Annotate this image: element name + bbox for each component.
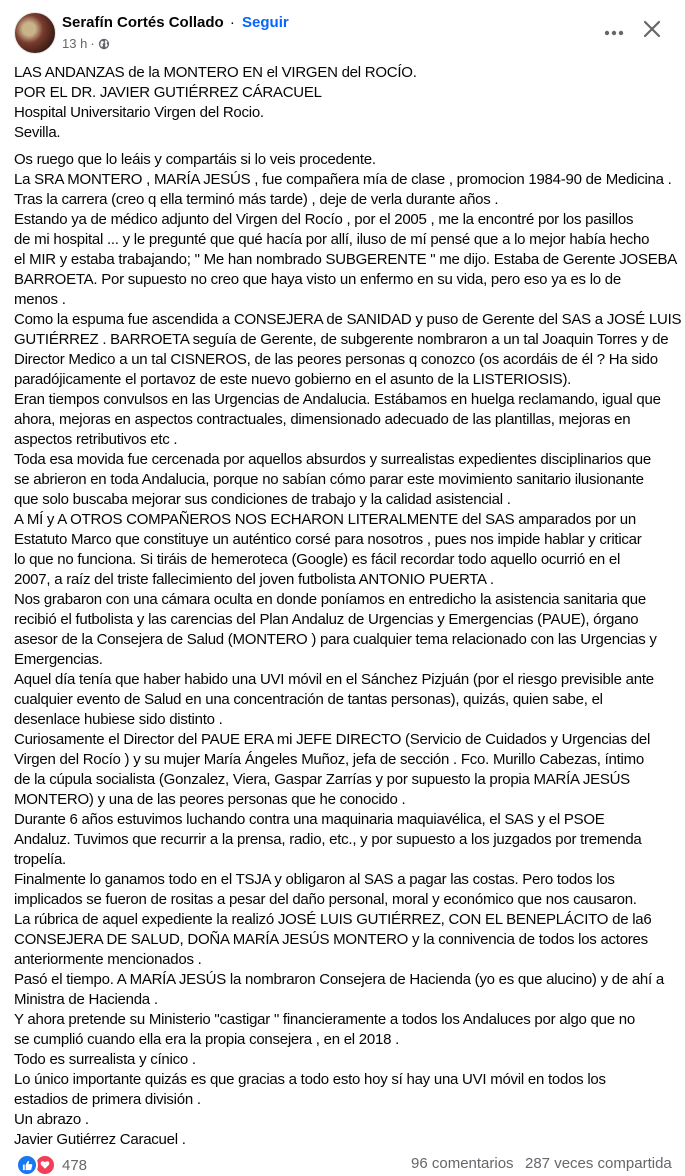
post-meta: [62, 36, 110, 51]
post-text-line: Virgen del Rocío ) y su mujer María Ángeles Muñoz, jefa de sección . Fco. Murillo Cabezas, íntimo: [14, 751, 644, 768]
post-text-line: MONTERO) y una de las peores personas que he conocido .: [14, 791, 406, 808]
post-text-line: Durante 6 años estuvimos luchando contra una maquinaria maquiavélica, el SAS y el PSOE: [14, 811, 605, 828]
author-line: [62, 14, 289, 31]
post-footer: [0, 1152, 685, 1174]
post-text-line: Nos grabaron con una cámara oculta en donde poníamos en entredicho la asistencia sanitaria que: [14, 591, 646, 608]
post-text-line: que solo buscaba mejorar sus condiciones de trabajo y la calidad asistencial .: [14, 491, 511, 508]
post-text-line: POR EL DR. JAVIER GUTIÉRREZ CÁRACUEL: [14, 84, 322, 101]
comments-count[interactable]: 96 comentarios: [411, 1155, 514, 1172]
post-text-line: menos .: [14, 291, 66, 308]
post-text-line: Javier Gutiérrez Caracuel .: [14, 1131, 186, 1148]
post-text-line: Estando ya de médico adjunto del Virgen del Rocío , por el 2005 , me la encontré por los pasillos: [14, 211, 634, 228]
post-text-line: LAS ANDANZAS de la MONTERO EN el VIRGEN del ROCÍO.: [14, 64, 417, 81]
reactions-summary[interactable]: [16, 1154, 87, 1176]
post-text-line: se abrieron en toda Andalucia, porque no sabían cómo parar este movimiento sanitario ilusionante: [14, 471, 644, 488]
more-options-button[interactable]: [600, 18, 628, 46]
post-text-line: asesor de la Consejera de Salud (MONTERO ) para cualquier tema relacionado con las Urgencias y: [14, 631, 657, 648]
post-text-line: Os ruego que lo leáis y compartáis si lo veis procedente.: [14, 151, 376, 168]
post-text-line: Toda esa movida fue cercenada por aquellos absurdos y surrealistas expedientes disciplinarios que: [14, 451, 651, 468]
post-text-line: GUTIÉRREZ . BARROETA seguía de Gerente, de subgerente nombraron a un tal Joaquin Torres y de: [14, 331, 669, 348]
post-text-line: Hospital Universitario Virgen del Rocio.: [14, 104, 264, 121]
post-text-line: Un abrazo .: [14, 1111, 89, 1128]
post-text-line: aspectos retributivos etc .: [14, 431, 178, 448]
post-text-line: el MIR y estaba trabajando; " Me han nombrado SUBGERENTE " me dijo. Estaba de Gerente JOSEBA: [14, 251, 677, 268]
post-text-line: Todo es surrealista y cínico .: [14, 1051, 196, 1068]
post-text-line: Sevilla.: [14, 124, 61, 141]
post-text-line: La rúbrica de aquel expediente la realizó JOSÉ LUIS GUTIÉRREZ, CON EL BENEPLÁCITO de la6: [14, 911, 652, 928]
post-text-line: Emergencias.: [14, 651, 103, 668]
post-text-line: cualquier evento de Salud en una concentración de tantas personas), quizás, quien sabe, el: [14, 691, 603, 708]
meta-separator: ·: [90, 36, 95, 51]
post-text-line: La SRA MONTERO , MARÍA JESÚS , fue compañera mía de clase , promocion 1984-90 de Medicina .: [14, 171, 672, 188]
post-text-line: de mi hospital ... y le pregunté que qué hacía por allí, iluso de mí pensé que a lo mejor había hecho: [14, 231, 650, 248]
paragraph-gap: [14, 143, 674, 150]
post-text-line: Y ahora pretende su Ministerio "castigar " financieramente a todos los Andaluces por algo que no: [14, 1011, 635, 1028]
post-text-line: 2007, a raíz del triste fallecimiento del joven futbolista ANTONIO PUERTA .: [14, 571, 494, 588]
post-header: [0, 0, 685, 60]
reaction-count: 478: [62, 1156, 88, 1174]
post-timestamp[interactable]: 13 h: [62, 36, 88, 51]
more-horizontal-icon: [604, 23, 624, 41]
post-text-line: BARROETA. Por supuesto no creo que haya visto un enfermo en su vida, pero eso ya es lo de: [14, 271, 621, 288]
post-text-line: Como la espuma fue ascendida a CONSEJERA de SANIDAD y puso de Gerente del SAS a JOSÉ LUIS: [14, 311, 682, 328]
post-text-line: Eran tiempos convulsos en las Urgencias de Andalucia. Estábamos en huelga reclamando, igual que: [14, 391, 661, 408]
post-text-line: Ministra de Hacienda .: [14, 991, 158, 1008]
post-text-line: Finalmente lo ganamos todo en el TSJA y obligaron al SAS a pagar las costas. Pero todos los: [14, 871, 615, 888]
close-button[interactable]: [638, 17, 666, 45]
like-icon: [16, 1154, 38, 1176]
post-text-line: Lo único importante quizás es que gracias a todo esto hoy sí hay una UVI móvil en todos los: [14, 1071, 606, 1088]
post-text-line: estadios de primera división .: [14, 1091, 201, 1108]
post-text-line: Aquel día tenía que haber habido una UVI móvil en el Sánchez Pizjuán (por el riesgo previsible ante: [14, 671, 654, 688]
shares-count[interactable]: 287 veces compartida: [525, 1155, 672, 1172]
post-text-line: desenlace hubiese sido distinto .: [14, 711, 223, 728]
separator-dot: ·: [229, 14, 235, 31]
post-text-line: recibió el futbolista y las carencias del Plan Andaluz de Urgencias y Emergencias (PAUE), órgano: [14, 611, 639, 628]
author-avatar[interactable]: [14, 12, 56, 54]
post-text-line: CONSEJERA DE SALUD, DOÑA MARÍA JESÚS MONTERO y la connivencia de todos los actores: [14, 931, 648, 948]
post-text: [14, 63, 682, 1150]
post-text-line: A MÍ y A OTROS COMPAÑEROS NOS ECHARON LITERALMENTE del SAS amparados por un: [14, 511, 636, 528]
post-text-line: tropelía.: [14, 851, 66, 868]
post-text-line: Estatuto Marco que constituye un auténtico corsé para nosotros , pues nos impide hablar y criticar: [14, 531, 642, 548]
close-icon: [643, 20, 661, 43]
post-text-line: Andaluz. Tuvimos que recurrir a la prensa, radio, etc., y por supuesto a los juzgados por tremenda: [14, 831, 642, 848]
post-text-line: de la cúpula socialista (Gonzalez, Viera, Gaspar Zarrías y por supuesto la propia MARÍA JESÚS: [14, 771, 630, 788]
post-text-line: ahora, mejoras en aspectos contractuales, dimensionado adecuado de las plantillas, mejoras en: [14, 411, 631, 428]
author-name[interactable]: Serafín Cortés Collado: [62, 14, 224, 31]
post-text-line: Curiosamente el Director del PAUE ERA mi JEFE DIRECTO (Servicio de Cuidados y Urgencias del: [14, 731, 651, 748]
post-text-line: Pasó el tiempo. A MARÍA JESÚS la nombraron Consejera de Hacienda (yo es que alucino) y de ahí a: [14, 971, 664, 988]
post-text-line: Director Medico a un tal CISNEROS, de las peores personas q conozco (os acordáis de él ? Ha sido: [14, 351, 658, 368]
post-text-line: paradójicamente el portavoz de este nuevo gobierno en el asunto de la LISTERIOSIS).: [14, 371, 572, 388]
follow-button[interactable]: Seguir: [242, 14, 289, 31]
post-text-line: Tras la carrera (creo q ella terminó más tarde) , deje de verla durante años .: [14, 191, 499, 208]
post-text-line: lo que no funciona. Si tiráis de hemeroteca (Google) es fácil recordar todo aquello ocurrió en el: [14, 551, 621, 568]
post-text-line: anteriormente mencionados .: [14, 951, 202, 968]
globe-icon: [98, 38, 110, 50]
post-text-line: se cumplió cuando ella era la propia consejera , en el 2018 .: [14, 1031, 400, 1048]
post-text-line: implicados se fueron de rositas a pesar del daño personal, moral y económico que nos causaron.: [14, 891, 637, 908]
